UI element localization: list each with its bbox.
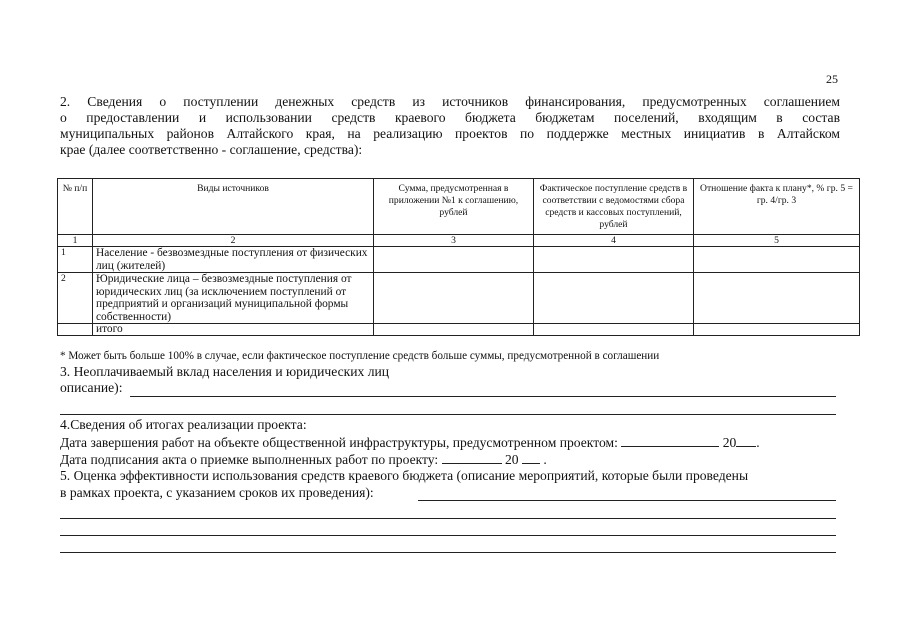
- total-planned-cell[interactable]: [374, 324, 534, 336]
- table-total-row: [58, 324, 860, 336]
- colnum-2: 2: [93, 235, 374, 247]
- completion-year-blank[interactable]: [736, 434, 756, 447]
- signing-date-blank[interactable]: [442, 451, 502, 464]
- row-ratio-cell[interactable]: [694, 247, 860, 273]
- footnote: * Может быть больше 100% в случае, если фактическое поступление средств больше суммы, предусмотренной в соглашении: [60, 350, 660, 362]
- section-2-line-3: муниципальных районов Алтайского края, на реализацию проектов по поддержке местных инициатив в Алтайском: [60, 126, 840, 141]
- header-source: Виды источников: [93, 179, 374, 235]
- row-ratio-cell[interactable]: [694, 273, 860, 324]
- colnum-3: 3: [374, 235, 534, 247]
- total-actual-cell[interactable]: [534, 324, 694, 336]
- section-5-description-line-3[interactable]: [60, 535, 836, 536]
- completion-date-label: Дата завершения работ на объекте общественной инфраструктуры, предусмотренном проектом:: [60, 435, 618, 450]
- row-num: 2: [58, 273, 93, 324]
- section-3-description-line-1[interactable]: [130, 396, 836, 397]
- section-2-line-2: о предоставлении и использовании средств краевого бюджета бюджетам поселений, входящим в состав: [60, 110, 840, 125]
- section-5-description-line-4[interactable]: [60, 552, 836, 553]
- table-row: [58, 247, 860, 273]
- signing-date-row: Дата подписания акта о приемке выполненных работ по проекту: 20 .: [60, 452, 547, 467]
- section-2-line-4: крае (далее соответственно - соглашение, средства):: [60, 142, 363, 157]
- header-num: № п/п: [58, 179, 93, 235]
- section-5-description-line-1[interactable]: [418, 500, 836, 501]
- row-actual-cell[interactable]: [534, 247, 694, 273]
- header-ratio: Отношение факта к плану*, % гр. 5 = гр. 4/гр. 3: [694, 179, 860, 235]
- row-planned-cell[interactable]: [374, 247, 534, 273]
- row-num: 1: [58, 247, 93, 273]
- section-2-line-1: 2. Сведения о поступлении денежных средств из источников финансирования, предусмотренных соглашением: [60, 94, 840, 109]
- section-4-title: 4.Сведения об итогах реализации проекта:: [60, 417, 307, 432]
- header-actual-receipt: Фактическое поступление средств в соответствии с ведомостями сбора средств и кассовых поступлений, рублей: [534, 179, 694, 235]
- total-ratio-cell[interactable]: [694, 324, 860, 336]
- table-column-numbers-row: [58, 235, 860, 247]
- section-5-description-line-2[interactable]: [60, 518, 836, 519]
- row-planned-cell[interactable]: [374, 273, 534, 324]
- signing-date-label: Дата подписания акта о приемке выполненных работ по проекту:: [60, 452, 439, 467]
- header-planned-sum: Сумма, предусмотренная в приложении №1 к соглашению, рублей: [374, 179, 534, 235]
- page-number: 25: [826, 72, 838, 86]
- colnum-5: 5: [694, 235, 860, 247]
- completion-date-blank[interactable]: [621, 434, 719, 447]
- section-3-description-line-2[interactable]: [60, 414, 836, 415]
- signing-year-blank[interactable]: [522, 451, 540, 464]
- row-source: Юридические лица – безвозмездные поступления от юридических лиц (за исключением поступлений от предприятий и организаций муниципальной формы собственности): [93, 273, 374, 324]
- completion-date-row: Дата завершения работ на объекте общественной инфраструктуры, предусмотренном проектом: 20 .: [60, 435, 760, 450]
- colnum-1: 1: [58, 235, 93, 247]
- completion-year-prefix: 20: [722, 435, 737, 450]
- section-3-title: 3. Неоплачиваемый вклад населения и юридических лиц: [60, 364, 390, 379]
- section-2-text: [60, 94, 840, 158]
- row-source-total: итого: [93, 324, 374, 336]
- section-5-line-1: 5. Оценка эффективности использования средств краевого бюджета (описание мероприятий, которые были проведены: [60, 468, 749, 483]
- row-actual-cell[interactable]: [534, 273, 694, 324]
- colnum-4: 4: [534, 235, 694, 247]
- signing-year-prefix: 20: [505, 452, 519, 467]
- table-header-row: [58, 179, 860, 235]
- table-row: [58, 273, 860, 324]
- section-5-line-2: в рамках проекта, с указанием сроков их проведения):: [60, 485, 374, 500]
- sources-table: [57, 178, 860, 336]
- row-source: Население - безвозмездные поступления от физических лиц (жителей): [93, 247, 374, 273]
- row-num: [58, 324, 93, 336]
- section-3-description-label: описание):: [60, 380, 123, 395]
